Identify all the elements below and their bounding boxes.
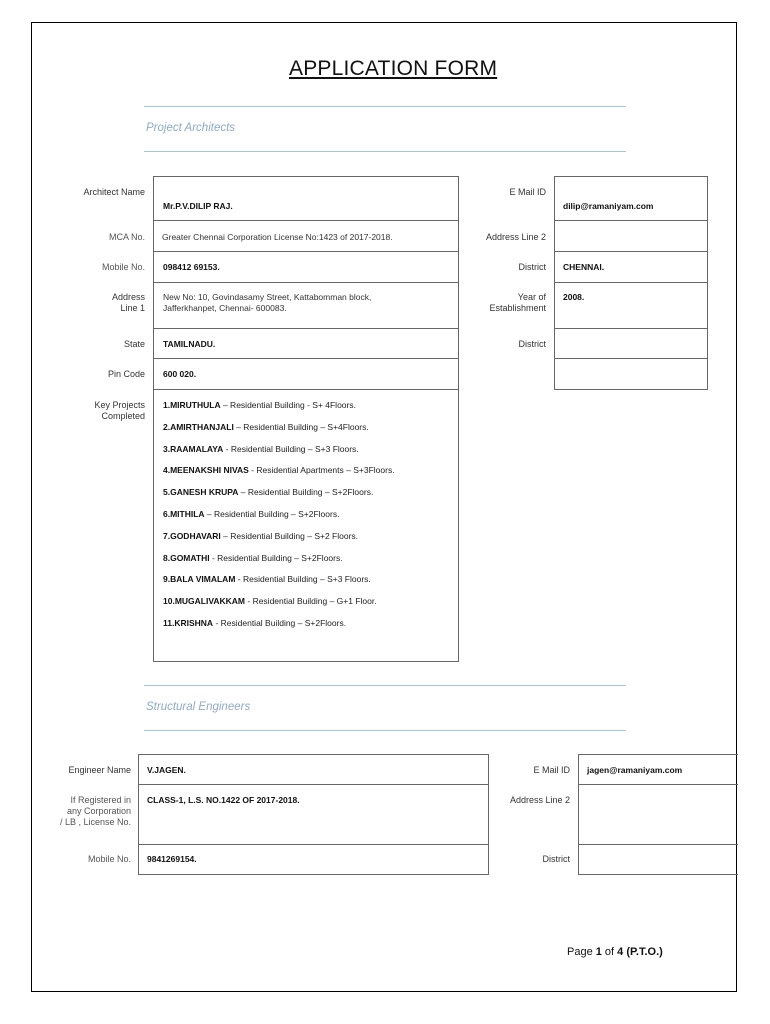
divider (554, 358, 708, 359)
value-engineer-name[interactable]: V.JAGEN. (147, 765, 186, 775)
project-name: 3.RAAMALAYA (163, 443, 224, 454)
value-pin[interactable]: 600 020. (163, 369, 197, 379)
project-item (163, 574, 371, 584)
divider (153, 358, 459, 359)
project-description: - Residential Building – S+3 Floors. (223, 443, 359, 454)
label-email: E Mail ID (509, 187, 546, 197)
project-name: 11.KRISHNA (163, 618, 214, 628)
value-mobile[interactable]: 098412 69153. (163, 262, 220, 272)
label-license: If Registered in any Corporation / LB , License No. (59, 795, 131, 827)
architect-details-box (153, 176, 459, 662)
label-year: Year of Establishment (489, 292, 546, 313)
value-license[interactable]: CLASS-1, L.S. NO.1422 OF 2017-2018. (147, 795, 300, 805)
label-engineer-name: Engineer Name (68, 765, 131, 775)
label-pin: Pin Code (107, 369, 145, 379)
value-address1-line2: Jafferkhanpet, Chennai- 600083. (163, 303, 287, 313)
divider (153, 251, 459, 252)
project-description: – Residential Building – S+2Floors. (238, 487, 374, 498)
divider (138, 784, 489, 785)
label-engineer-email: E Mail ID (533, 765, 570, 775)
project-description: - Residential Building – S+2Floors. (209, 552, 343, 563)
divider (578, 784, 738, 785)
section-rule-bottom (144, 151, 626, 152)
section-rule-top (144, 685, 626, 686)
label-architect-name: Architect Name (83, 187, 145, 197)
project-name: 8.GOMATHI (163, 552, 210, 563)
project-description: – Residential Building – S+2Floors. (204, 509, 340, 519)
project-item (163, 531, 358, 541)
project-description: - Residential Building – G+1 Floor. (245, 596, 377, 607)
label-key-projects: Key Projects Completed (94, 400, 145, 421)
divider (554, 220, 708, 221)
project-item (163, 465, 395, 475)
section-title-architects: Project Architects (146, 122, 236, 134)
project-description: - Residential Building – S+2Floors. (213, 618, 347, 628)
divider (554, 282, 708, 283)
divider (153, 328, 459, 329)
divider (153, 389, 459, 390)
project-item (163, 400, 356, 410)
project-item (163, 596, 377, 606)
project-item (163, 618, 346, 628)
project-item (163, 444, 359, 454)
value-address1-line1: New No: 10, Govindasamy Street, Kattabomman block, (163, 292, 372, 302)
divider (153, 282, 459, 283)
project-name: 4.MEENAKSHI NIVAS (163, 465, 249, 476)
label-district: District (518, 262, 546, 272)
value-address1[interactable] (163, 292, 371, 314)
project-item (163, 487, 373, 497)
label-engineer-mobile: Mobile No. (87, 854, 131, 864)
label-mca: MCA No. (108, 232, 145, 242)
project-description: - Residential Apartments – S+3Floors. (248, 465, 395, 476)
project-item (163, 553, 343, 563)
label-state: State (123, 339, 145, 349)
project-name: 5.GANESH KRUPA (163, 487, 239, 498)
divider (138, 844, 489, 845)
label-mobile: Mobile No. (101, 262, 145, 272)
value-email[interactable]: dilip@ramaniyam.com (563, 201, 654, 211)
section-rule-top (144, 106, 626, 107)
value-district[interactable]: CHENNAI. (563, 262, 605, 272)
value-engineer-email[interactable]: jagen@ramaniyam.com (587, 765, 683, 775)
divider (578, 844, 738, 845)
value-state[interactable]: TAMILNADU. (163, 339, 216, 349)
section-rule-bottom (144, 730, 626, 731)
value-year[interactable]: 2008. (563, 292, 585, 302)
project-description: - Residential Building – S+3 Floors. (235, 574, 371, 585)
page-number: Page 1 of 4 (P.T.O.) (567, 946, 663, 958)
value-mca[interactable]: Greater Chennai Corporation License No:1423 of 2017-2018. (162, 232, 393, 242)
value-engineer-mobile[interactable]: 9841269154. (147, 854, 197, 864)
project-description: – Residential Building - S+ 4Floors. (220, 400, 356, 410)
label-district-2: District (518, 339, 546, 349)
label-engineer-district: District (542, 854, 570, 864)
project-item (163, 509, 339, 519)
project-name: 9.BALA VIMALAM (163, 574, 236, 585)
label-address1: Address Line 1 (111, 292, 145, 313)
label-engineer-address2: Address Line 2 (509, 795, 570, 805)
project-name: 10.MUGALIVAKKAM (163, 596, 246, 607)
project-name: 7.GODHAVARI (163, 530, 221, 541)
project-name: 6.MITHILA (163, 509, 205, 519)
project-name: 2.AMIRTHANJALI (163, 421, 234, 432)
project-name: 1.MIRUTHULA (163, 400, 221, 410)
section-title-engineers: Structural Engineers (146, 701, 251, 713)
project-item (163, 422, 369, 432)
page-title: APPLICATION FORM (289, 57, 498, 80)
project-description: – Residential Building – S+2 Floors. (220, 530, 359, 541)
divider (554, 328, 708, 329)
project-description: – Residential Building – S+4Floors. (233, 421, 369, 432)
divider (153, 220, 459, 221)
value-architect-name[interactable]: Mr.P.V.DILIP RAJ. (163, 201, 233, 211)
divider (554, 251, 708, 252)
label-address2: Address Line 2 (485, 232, 546, 242)
